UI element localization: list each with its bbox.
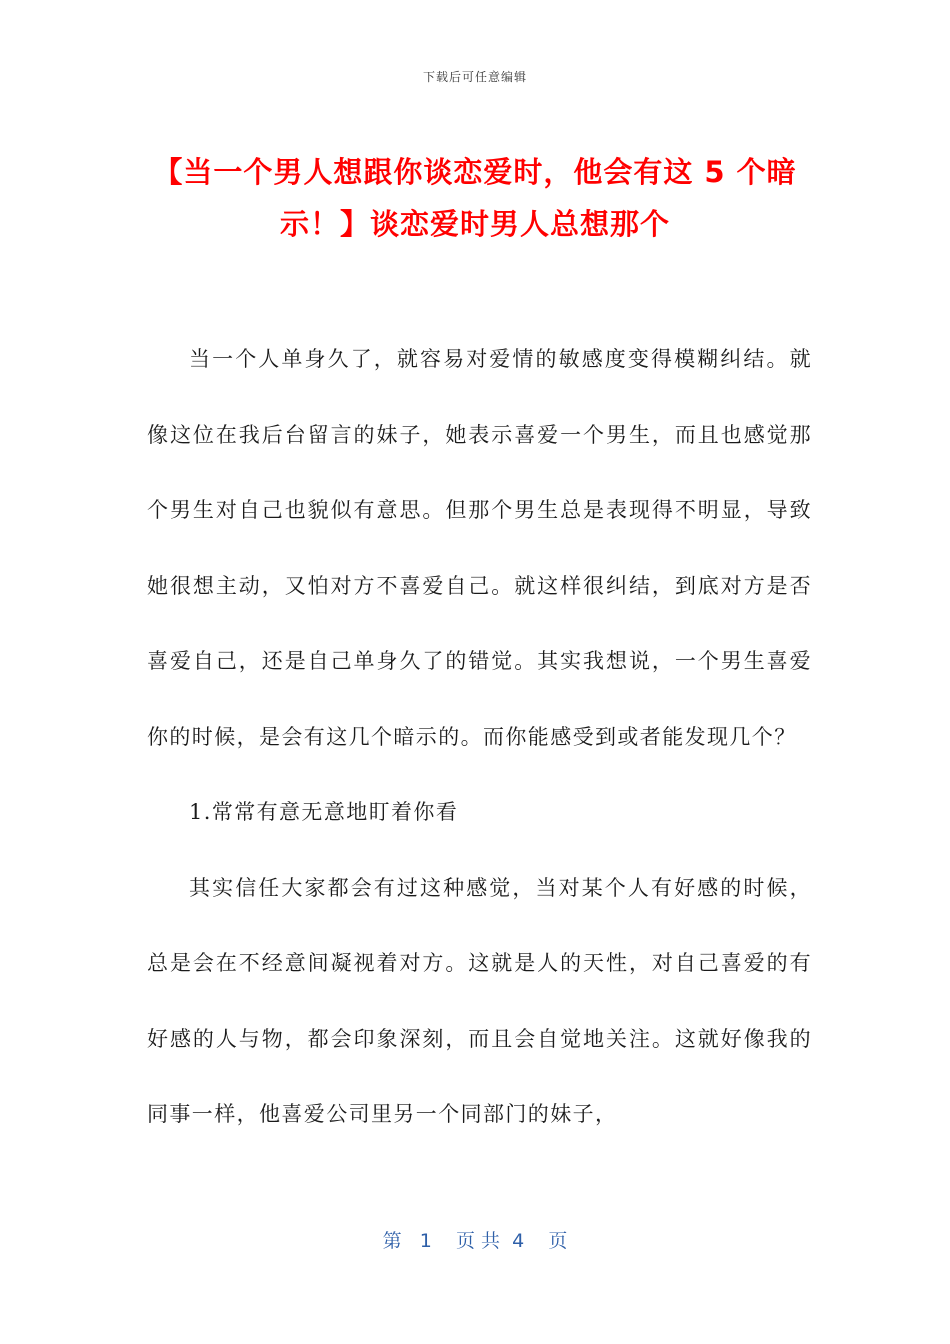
paragraph-intro: 当一个人单身久了，就容易对爱情的敏感度变得模糊纠结。就像这位在我后台留言的妹子，她表示喜爱一个男生，而且也感觉那个男生对自己也貌似有意思。但那个男生总是表现得不明显，导致她很想主动，又怕对方不喜爱自己。就这样很纠结，到底对方是否喜爱自己，还是自己单身久了的错觉。其实我想说，一个男生喜爱你的时候，是会有这几个暗示的。而你能感受到或者能发现几个？ <box>147 347 812 749</box>
document-body <box>147 322 812 1153</box>
paragraph-heading-1: 1.常常有意无意地盯着你看 <box>189 800 459 824</box>
header-note: 下载后可任意编辑 <box>422 70 527 84</box>
paragraph-point-1: 其实信任大家都会有过这种感觉，当对某个人有好感的时候，总是会在不经意间凝视着对方。这就是人的天性，对自己喜爱的有好感的人与物，都会印象深刻，而且会自觉地关注。这就好像我的同事一样，他喜爱公司里另一个同部门的妹子， <box>147 875 812 1126</box>
page-number: 第 1 页 共 4 页 <box>382 1230 568 1252</box>
document-title: 【当一个男人想跟你谈恋爱时，他会有这 5 个暗示！】谈恋爱时男人总想那个 <box>153 155 797 241</box>
